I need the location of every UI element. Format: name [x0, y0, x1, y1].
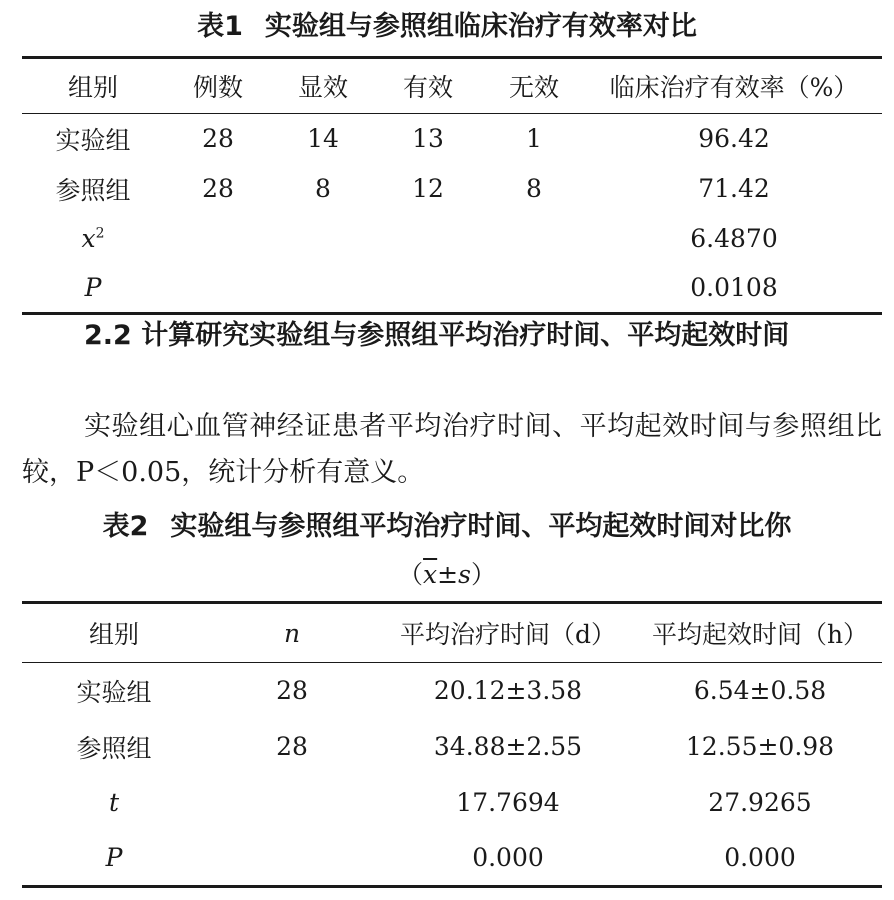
t-value: 27.9265: [708, 788, 812, 817]
table-cell: 28: [276, 732, 308, 761]
t-value: 17.7694: [456, 788, 560, 817]
table-cell: 28: [202, 174, 234, 203]
x-bar-symbol: $\overline{x}$: [423, 560, 438, 589]
table-row-chi-square: [22, 214, 882, 264]
p-value: 0.000: [472, 843, 544, 873]
table-cell: 13: [412, 124, 444, 154]
t-label: t: [108, 788, 120, 817]
table-cell: 实验组: [55, 125, 131, 155]
paren-open: （: [398, 560, 424, 589]
table-cell: 71.42: [698, 174, 770, 203]
table-row: [22, 719, 882, 775]
table-cell: 28: [276, 676, 308, 706]
table1-title: 实验组与参照组临床治疗有效率对比: [264, 11, 697, 42]
section-heading: 2.2 计算研究实验组与参照组平均治疗时间、平均起效时间: [84, 320, 790, 351]
chi-square-value: 6.4870: [690, 224, 778, 253]
table2-header: 平均治疗时间（d）: [399, 620, 616, 649]
table2-header-row: [22, 603, 882, 663]
table1-header: 例数: [192, 73, 243, 102]
table1-header: 有效: [402, 73, 453, 102]
chi-symbol: x: [81, 224, 96, 253]
p-value: 0.000: [724, 843, 796, 873]
s-symbol: s: [458, 560, 471, 589]
table2-subtitle: [0, 558, 894, 592]
table2-header: n: [283, 618, 301, 648]
table1-header: 临床治疗有效率（%）: [609, 73, 859, 102]
table-row-p: [22, 264, 882, 314]
table-cell: 14: [307, 124, 339, 154]
plus-minus-symbol: ±: [437, 560, 459, 589]
table1-header: 组别: [67, 73, 118, 102]
table2-label: 表2: [102, 511, 149, 542]
table-cell: 12: [412, 174, 444, 203]
table-cell: 96.42: [698, 124, 770, 154]
p-value: 0.0108: [690, 273, 778, 303]
table-cell: 28: [202, 124, 234, 154]
section-paragraph: [22, 404, 882, 496]
p-label: P: [84, 273, 102, 303]
table2-header: 平均起效时间（h）: [651, 620, 869, 649]
paren-close: ）: [470, 560, 496, 589]
table-row: [22, 663, 882, 719]
paragraph-text: 实验组心血管神经证患者平均治疗时间、平均起效时间与参照组比较，P＜0.05，统计分析有意义。: [22, 411, 882, 488]
table-row: [22, 164, 882, 214]
table-row-p: [22, 831, 882, 887]
table1-header-row: [22, 58, 882, 114]
table1: [22, 56, 882, 315]
table-cell: 实验组: [76, 677, 152, 707]
table2-caption: [0, 510, 894, 544]
table-cell: 6.54±0.58: [693, 676, 827, 706]
table2-header: 组别: [88, 620, 139, 649]
chi-superscript: 2: [95, 225, 105, 242]
table-cell: 12.55±0.98: [685, 732, 835, 761]
table-row: [22, 114, 882, 164]
chi-square-label: [22, 214, 164, 264]
table-cell: 参照组: [55, 175, 131, 205]
table-cell: 参照组: [76, 733, 152, 763]
table-cell: 8: [315, 174, 331, 203]
table-row-t: [22, 775, 882, 831]
table1-label: 表1: [197, 11, 243, 42]
table2-title: 实验组与参照组平均治疗时间、平均起效时间对比你: [170, 511, 792, 542]
table-cell: 20.12±3.58: [433, 676, 583, 706]
table-cell: 34.88±2.55: [433, 732, 583, 761]
table1-caption: [0, 10, 894, 44]
table-cell: 8: [526, 174, 542, 203]
table2: [22, 601, 882, 888]
table1-header: 显效: [297, 73, 348, 102]
p-label: P: [105, 843, 123, 873]
table-cell: 1: [526, 124, 542, 154]
table1-header: 无效: [508, 73, 559, 102]
